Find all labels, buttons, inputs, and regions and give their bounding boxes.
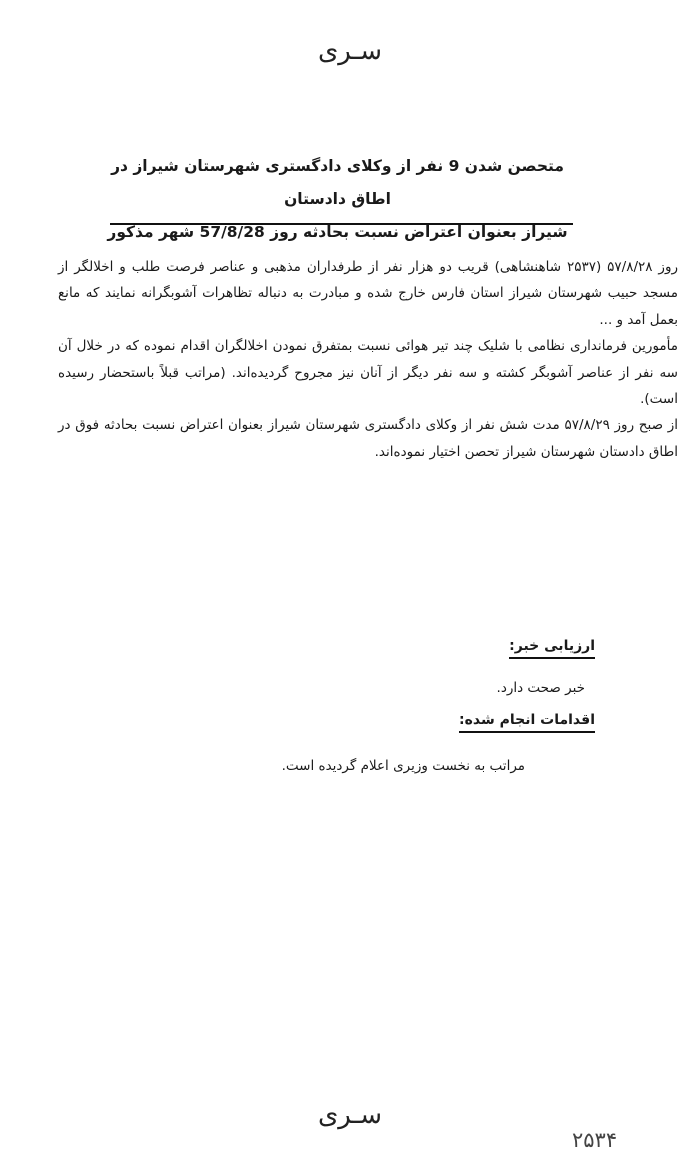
- source-assessment-value: خبر صحت دارد.: [496, 680, 585, 696]
- body-paragraph-3: از صبح روز ۵۷/۸/۲۹ مدت شش نفر از وکلای دادگستری شهرستان شیراز بعنوان اعتراض نسبت بحادثه فوق در اطاق دادستان شهرستان شیراز تحصن اختیار نموده‌اند.: [58, 417, 678, 460]
- source-assessment-heading: [275, 638, 595, 659]
- report-body: [58, 254, 678, 465]
- source-assessment-label: ارزیابی خبر:: [509, 638, 595, 659]
- body-paragraph-1: روز ۵۷/۸/۲۸ (۲۵۳۷ شاهنشاهی) قریب دو هزار نفر از طرفداران مذهبی و عناصر فرصت طلب و اخلالگر از مسجد حبیب شهرستان شیراز استان فارس خارج شده و مبادرت به دنباله تظاهرات آشوبگرانه نمایند که مانع بعمل آمد و ...: [58, 259, 678, 328]
- title-line-1: متحصن شدن 9 نفر از وکلای دادگستری شهرستان شیراز در اطاق دادستان: [111, 157, 564, 208]
- actions-taken-label: اقدامات انجام شده:: [459, 712, 595, 733]
- title-underline: [110, 223, 573, 225]
- actions-taken-heading: [275, 712, 595, 733]
- document-title: [100, 150, 575, 249]
- classification-stamp-bottom: سـری: [317, 1100, 383, 1130]
- page-number: ۲۵۳۴: [572, 1128, 618, 1152]
- classification-stamp-top: سـری: [317, 36, 383, 66]
- actions-taken-value: مراتب به نخست وزیری اعلام گردیده است.: [281, 758, 525, 774]
- body-paragraph-2: مأمورین فرمانداری نظامی با شلیک چند تیر هوائی نسبت بمتفرق نمودن اخلالگران اقدام نموده که در خلال آن سه نفر از عناصر آشوبگر کشته و سه نفر دیگر از آنان نیز مجروح گردیده‌اند. (مراتب قبلاً باستحضار رسیده است).: [58, 338, 678, 408]
- title-line-2: شیراز بعنوان اعتراض نسبت بحادثه روز 57/8/28 شهر مذکور: [107, 223, 568, 241]
